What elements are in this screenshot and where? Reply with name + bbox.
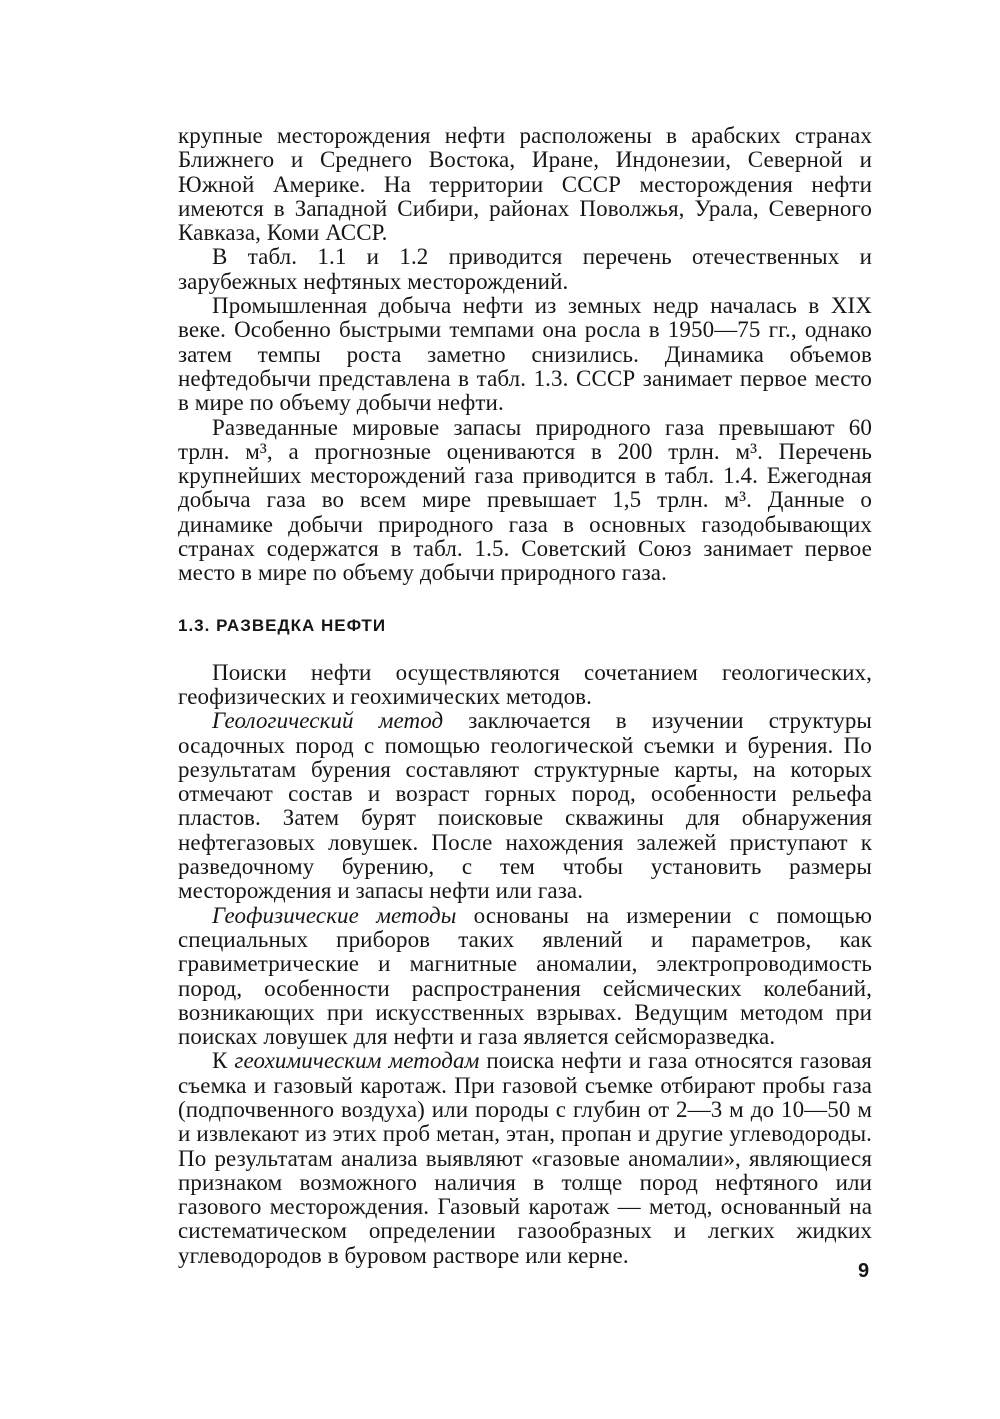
paragraph-exploration-methods: Поиски нефти осуществляются сочетанием геологических, геофизических и геохимических методов. bbox=[178, 659, 872, 709]
paragraph-geophysical-methods bbox=[178, 904, 872, 1050]
paragraph-tables-reference: В табл. 1.1 и 1.2 приводится перечень отечественных и зарубежных нефтяных месторождений. bbox=[178, 244, 872, 294]
section-heading: 1.3. РАЗВЕДКА НЕФТИ bbox=[178, 615, 387, 635]
term-geochemical-methods: геохимическим методам bbox=[234, 1048, 480, 1074]
paragraph-intro-continued: крупные месторождения нефти расположены в арабских странах Ближнего и Среднего Востока, Иране, Индонезии, Северной и Южной Америке. На территории СССР месторождения нефти имеются в Западной Сибири, районах Поволжья, Урала, Северного Кавказа, Коми АССР. bbox=[178, 123, 872, 246]
paragraph-geochemical-methods bbox=[178, 1049, 872, 1268]
geophysical-methods-text: основаны на измерении с помощью специальных приборов таких явлений и параметров, как гравиметрические и магнитные аномалии, электропроводимость пород, особенности распространения сейсмических колебаний, возникающих при искусственных взрывах. Ведущим методом при поисках ловушек для нефти и газа является сейсморазведка. bbox=[178, 902, 872, 1050]
page-number: 9 bbox=[858, 1260, 870, 1282]
term-geophysical-methods: Геофизические методы bbox=[212, 902, 457, 928]
page-body bbox=[178, 124, 872, 1268]
term-geological-method: Геологический метод bbox=[212, 708, 444, 734]
geochemical-lead: К bbox=[212, 1048, 235, 1074]
paragraph-gas-reserves: Разведанные мировые запасы природного газа превышают 60 трлн. м³, а прогнозные оцениваются в 200 трлн. м³. Перечень крупнейших месторождений газа приводится в табл. 1.4. Ежегодная добыча газа во всем мире превышает 1,5 трлн. м³. Данные о динамике добычи природного газа в основных газодобывающих странах содержатся в табл. 1.5. Советский Союз занимает первое место в мире по объему добычи природного газа. bbox=[178, 414, 872, 586]
geochemical-methods-text: поиска нефти и газа относятся газовая съемка и газовый каротаж. При газовой съемке отбирают пробы газа (подпочвенного воздуха) или породы с глубин от 2—3 м до 10—50 м и извлекают из этих проб метан, этан, пропан и другие углеводороды. По результатам анализа выявляют «газовые аномалии», являющиеся признаком возможного наличия в толще пород нефтяного или газового месторождения. Газовый каротаж — метод, основанный на систематическом определении газообразных и легких жидких углеводородов в буровом растворе или керне. bbox=[178, 1048, 872, 1268]
geological-method-text: заключается в изучении структуры осадочных пород с помощью геологической съемки и бурения. По результатам бурения составляют структурные карты, на которых отмечают состав и возраст горных пород, особенности рельефа пластов. Затем бурят поисковые скважины для обнаружения нефтегазовых ловушек. После нахождения залежей приступают к разведочному бурению, с тем чтобы установить размеры месторождения и запасы нефти или газа. bbox=[178, 708, 872, 904]
paragraph-geological-method bbox=[178, 709, 872, 903]
paragraph-oil-production: Промышленная добыча нефти из земных недр началась в XIX веке. Особенно быстрыми темпами она росла в 1950—75 гг., однако затем темпы роста заметно снизились. Динамика объемов нефтедобычи представлена в табл. 1.3. СССР занимает первое место в мире по объему добычи нефти. bbox=[178, 293, 872, 416]
